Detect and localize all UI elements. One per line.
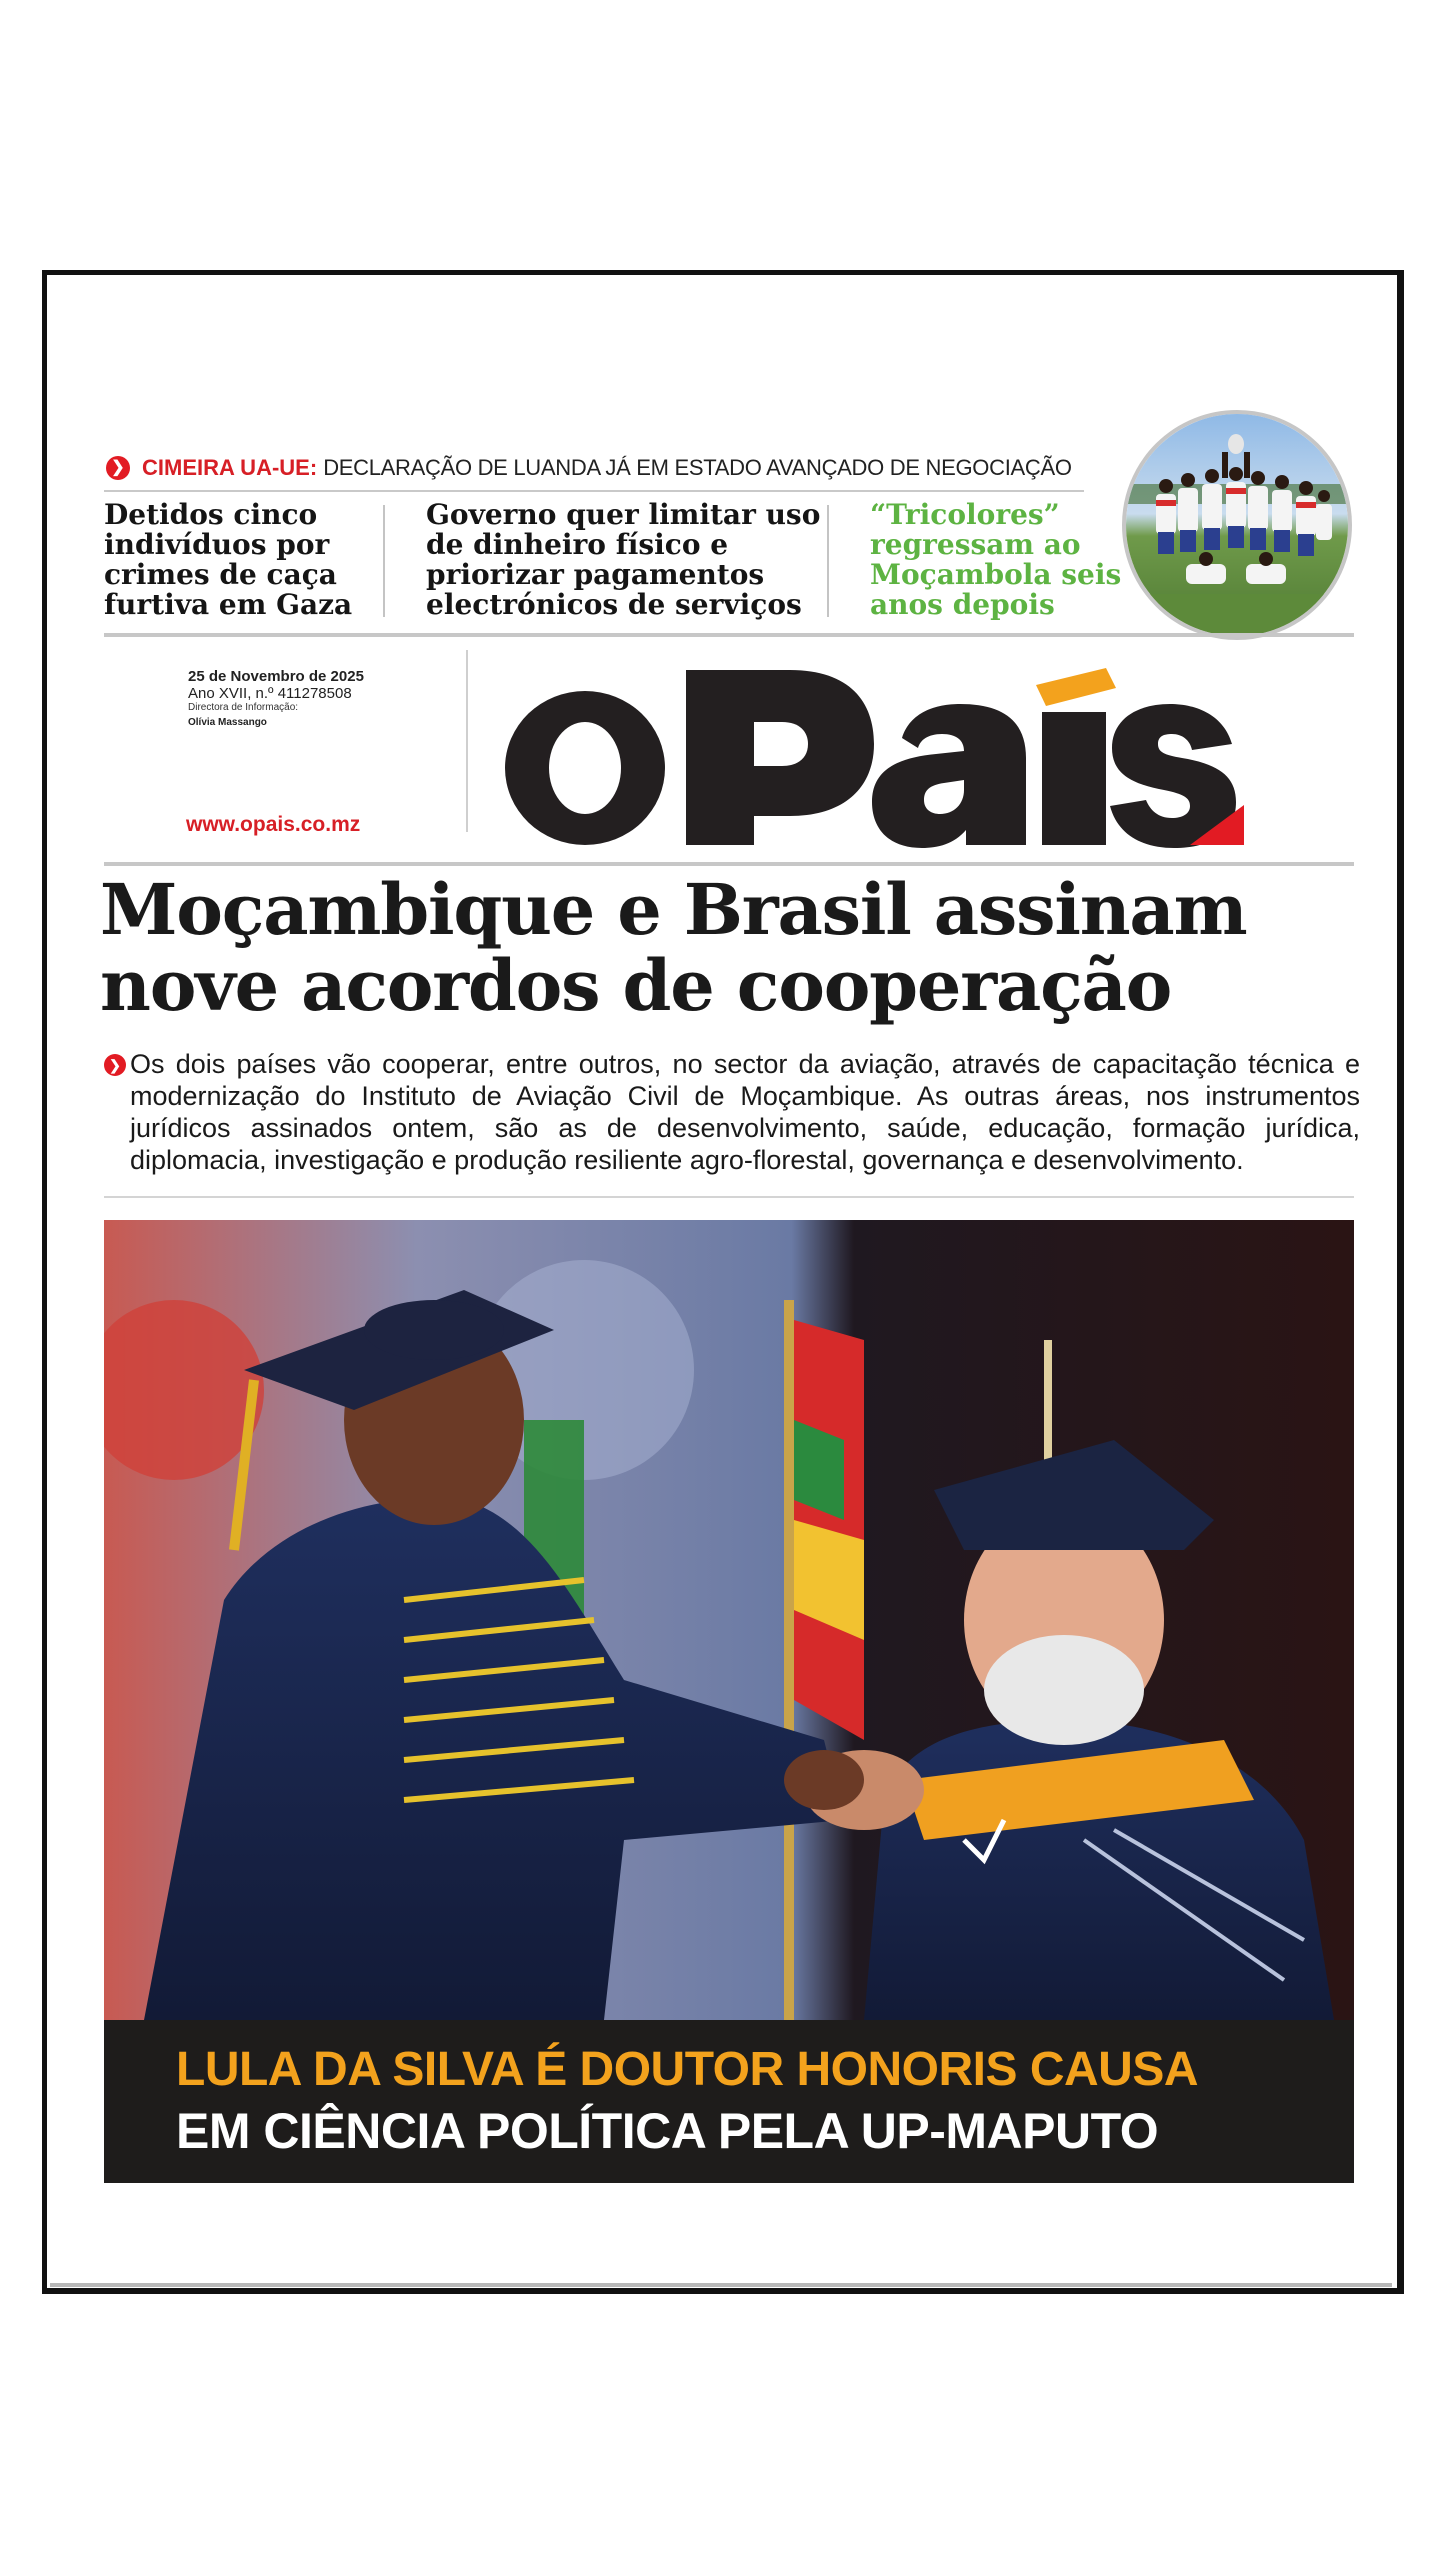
logo-art: [490, 640, 1250, 860]
teaser-headline-sport[interactable]: “Tricolores” regressam ao Moçambola seis anos depois: [870, 498, 1122, 621]
caption-line-1: LULA DA SILVA É DOUTOR HONORIS CAUSA: [176, 2043, 1199, 2096]
vertical-divider: [827, 505, 829, 617]
website-link[interactable]: www.opais.co.mz: [186, 813, 361, 836]
main-photo-ceremony[interactable]: [104, 1220, 1354, 2020]
vertical-divider: [383, 505, 385, 617]
lede-text: Os dois países vão cooperar, entre outros, no sector da aviação, através de capacitação técnica e modernização do Instituto de Aviação Civil de Moçambique. As outras áreas, nos instrumentos jurídicos assinados ontem, são as de desenvolvimento, saúde, educação, formação jurídica, diplomacia, investigação e produção resiliente agro-florestal, governança e desenvolvimento.: [130, 1049, 1360, 1175]
arrow-right-icon: ❯: [104, 1054, 126, 1076]
director-label: Directora de Informação:: [188, 702, 299, 713]
arrow-right-icon: ❯: [106, 456, 130, 480]
kicker-label: CIMEIRA UA-UE:: [142, 455, 318, 480]
kicker-line[interactable]: [106, 450, 1086, 486]
divider: [104, 862, 1354, 866]
ceremony-photo-art: [104, 1220, 1354, 2020]
dateline: [188, 668, 438, 731]
divider: [104, 633, 1354, 637]
page-shadow: [50, 2283, 1392, 2287]
divider: [104, 490, 1084, 492]
team-photo-art: [1126, 414, 1348, 636]
headline-line-1: Moçambique e Brasil assinam: [100, 868, 1247, 951]
vertical-divider: [466, 650, 468, 832]
newspaper-logo[interactable]: [490, 640, 1250, 860]
divider: [104, 1196, 1354, 1198]
issue-date: 25 de Novembro de 2025: [188, 668, 364, 685]
caption-line-2: EM CIÊNCIA POLÍTICA PELA UP-MAPUTO: [176, 2103, 1159, 2159]
teaser-headline[interactable]: Governo quer limitar uso de dinheiro físico e priorizar pagamentos electrónicos de serviços: [426, 498, 821, 621]
headline-line-2: nove acordos de cooperação: [100, 944, 1172, 1027]
kicker-text: DECLARAÇÃO DE LUANDA JÁ EM ESTADO AVANÇADO DE NEGOCIAÇÃO: [323, 455, 1072, 480]
main-headline[interactable]: [100, 868, 1360, 1027]
team-celebration-photo[interactable]: [1122, 410, 1352, 640]
issue-number: Ano XVII, n.º 411278508: [188, 685, 352, 702]
director-name: Olívia Massango: [188, 717, 267, 728]
teaser-headline[interactable]: Detidos cinco indivíduos por crimes de caça furtiva em Gaza: [104, 498, 353, 621]
